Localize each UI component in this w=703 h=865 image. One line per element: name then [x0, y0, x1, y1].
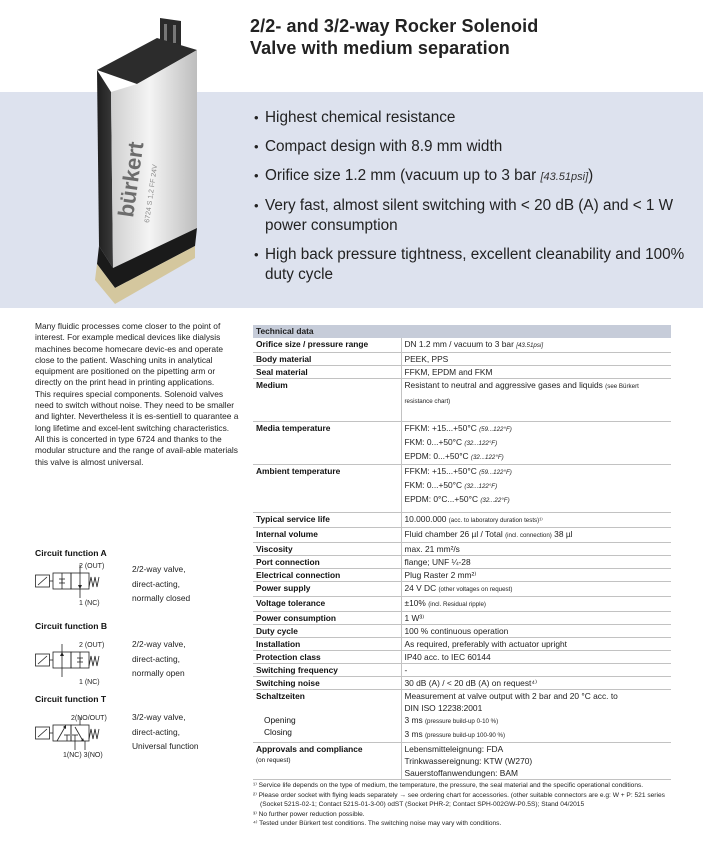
- table-row: Protection class IP40 acc. to IEC 60144: [253, 650, 671, 663]
- intro-text: [35, 321, 241, 468]
- feature-item: • Highest chemical resistance: [254, 108, 694, 128]
- table-row: Voltage tolerance ±10% (incl. Residual ripple): [253, 596, 671, 611]
- circuit-function-t: [35, 694, 245, 758]
- footnotes: [253, 781, 681, 829]
- table-row: Duty cycle 100 % continuous operation: [253, 624, 671, 637]
- feature-item: • High back pressure tightness, excellent cleanability and 100% duty cycle: [254, 245, 694, 285]
- title-line-2: Valve with medium separation: [250, 38, 510, 58]
- title-line-1: 2/2- and 3/2-way Rocker Solenoid: [250, 16, 539, 36]
- intro-paragraph: This requires special components. Solenoid valves need to switch without noise. They need to be smaller and lighter. Nevertheless it is es-sentiell to quarantee a long lifetime and excel-lent switching characteristics.: [35, 388, 239, 433]
- port-label: 2 (OUT): [79, 642, 105, 649]
- circuit-title: Circuit function T: [35, 694, 107, 704]
- footnote: ¹⁾ Service life depends on the type of medium, the temperature, the pressure, the seal material and the specific operational conditions.: [253, 782, 644, 789]
- feature-list: [254, 108, 694, 294]
- feature-item: • Orifice size 1.2 mm (vacuum up to 3 bar [43.51psi]): [254, 166, 694, 187]
- table-row: Approvals and compliance (on request) Lebensmitteleignung: FDA Trinkwassereignung: KTW (W270) Sauerstoffanwendungen: BAM: [253, 742, 671, 779]
- port-label: 1 (NC): [79, 679, 100, 686]
- table-row: Medium Resistant to neutral and aggressive gases and liquids (see Bürkert resistance chart): [253, 379, 671, 422]
- table-row: Power supply 24 V DC (other voltages on request): [253, 581, 671, 596]
- table-row: Port connection flange; UNF ¼-28: [253, 555, 671, 568]
- intro-paragraph: All this is concerted in type 6724 and thanks to the modular structure and the range of avail-able materials this valve is almost universal.: [35, 433, 238, 467]
- page-title: [250, 15, 538, 59]
- table-row: Electrical connection Plug Raster 2 mm²⁾: [253, 568, 671, 581]
- table-heading: Technical data: [253, 325, 671, 338]
- table-row: Internal volume Fluid chamber 26 µl / Total (incl. connection) 38 µl: [253, 527, 671, 542]
- port-label: 1(NC) 3(NO): [63, 752, 103, 759]
- footnote: ³⁾ No further power reduction possible.: [253, 810, 365, 818]
- footnote: ⁴⁾ Tested under Bürkert test conditions. The switching noise may vary with conditions.: [253, 820, 502, 828]
- table-header-row: [253, 325, 671, 338]
- table-row: Schaltzeiten Opening Closing Measurement at valve output with 2 bar and 20 °C acc. to DIN ISO 12238:2001 3 ms (pressure build-up 0-10 %) 3 ms (pressure build-up 100-90 %): [253, 689, 671, 742]
- table-row: Body material PEEK, PPS: [253, 353, 671, 366]
- technical-data-table: [253, 325, 671, 780]
- table-row: Switching noise 30 dB (A) / < 20 dB (A) on request⁴⁾: [253, 676, 671, 689]
- circuit-description: 2/2-way valve, direct-acting, normally open: [132, 639, 186, 678]
- brand-logo-text: bürkert: [113, 140, 149, 219]
- port-label: 1 (NC): [79, 600, 100, 607]
- port-label: 2 (OUT): [79, 563, 105, 570]
- table-row: Switching frequency -: [253, 663, 671, 676]
- table-row: Installation As required, preferably with actuator upright: [253, 637, 671, 650]
- circuit-title: Circuit function A: [35, 548, 107, 558]
- valve-product-image: [85, 18, 210, 304]
- table-row: Ambient temperature FFKM: +15...+50°C (59...122°F) FKM: 0...+50°C (32...122°F) EPDM: 0°C...+50°C (32...22°F): [253, 464, 671, 512]
- circuit-description: 3/2-way valve, direct-acting, Universal function: [132, 712, 199, 751]
- table-row: Media temperature FFKM: +15...+50°C (59...122°F) FKM: 0...+50°C (32...122°F) EPDM: 0...+50°C (32...122°F): [253, 421, 671, 464]
- circuit-function-a: [35, 548, 245, 612]
- table-row: Orifice size / pressure range DN 1.2 mm / vacuum to 3 bar [43.51psi]: [253, 338, 671, 353]
- feature-item: • Very fast, almost silent switching with < 20 dB (A) and < 1 W power consumption: [254, 196, 694, 236]
- intro-paragraph: Many fluidic processes come closer to the point of interest. For example medical devices like dialysis machines become homecare devic-es and operate close to the patient. Wasching units in analytical equipment are positioned on the pipetting arm or directly on the print head in printing applications.: [35, 321, 224, 388]
- table-row: Typical service life 10.000.000 (acc. to laboratory duration tests)¹⁾: [253, 512, 671, 527]
- feature-item: • Compact design with 8.9 mm width: [254, 137, 694, 157]
- circuit-description: 2/2-way valve, direct-acting, normally closed: [132, 564, 191, 603]
- circuit-title: Circuit function B: [35, 621, 108, 631]
- table-row: Seal material FFKM, EPDM and FKM: [253, 366, 671, 379]
- table-row: Viscosity max. 21 mm²/s: [253, 542, 671, 555]
- port-label: 2(NO/OUT): [71, 715, 107, 722]
- footnote: ²⁾ Please order socket with flying leads separately → see ordering chart for accessories. (other suitable connectors are e.g: W + P: 521 series (Socket 521S-02-1; Contact 521S-01-3-00) odST (Socket PHR-2; Contact SPH-002GW-P0.5S); Stand 04/2015: [253, 791, 665, 809]
- circuit-function-b: [35, 621, 245, 685]
- table-row: Power consumption 1 W³⁾: [253, 611, 671, 624]
- product-label-text: 6724 S 1,2 FF 24V: [144, 164, 160, 224]
